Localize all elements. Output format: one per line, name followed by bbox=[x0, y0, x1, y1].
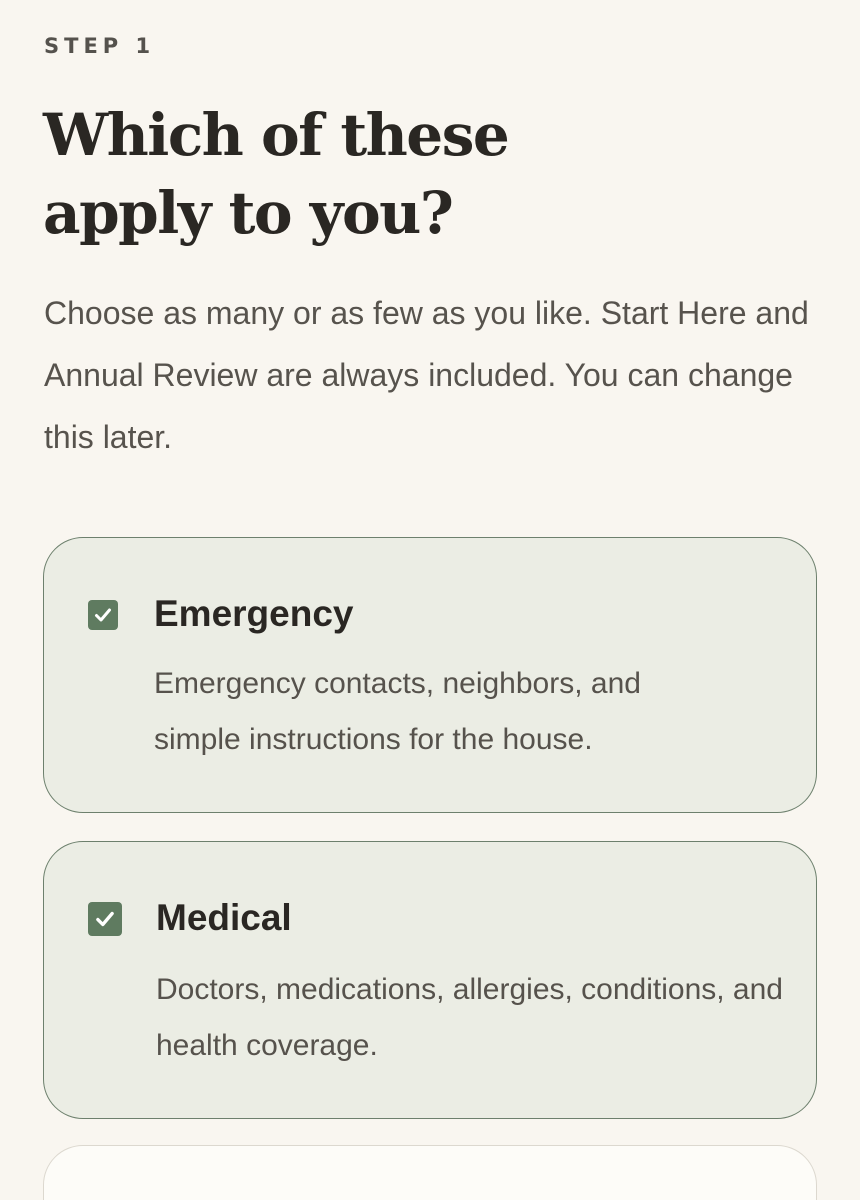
option-description: Doctors, medications, allergies, conditions, and health coverage. bbox=[156, 973, 783, 1062]
checkmark-icon bbox=[94, 908, 116, 930]
step-label: STEP 1 bbox=[44, 34, 156, 58]
page-description: Choose as many or as few as you like. Start Here and Annual Review are always included. You can change this later. bbox=[44, 295, 809, 455]
medical-checkbox[interactable] bbox=[88, 902, 122, 936]
option-description: Emergency contacts, neighbors, and simple instructions for the house. bbox=[154, 667, 641, 756]
page-title: Which of these apply to you? bbox=[43, 101, 509, 247]
emergency-checkbox[interactable] bbox=[88, 600, 118, 630]
option-card-emergency[interactable] bbox=[43, 537, 817, 813]
option-card-partial[interactable] bbox=[43, 1145, 817, 1200]
option-title: Medical bbox=[156, 897, 292, 938]
option-card-medical[interactable] bbox=[43, 841, 817, 1119]
checkmark-icon bbox=[93, 605, 113, 625]
option-title: Emergency bbox=[154, 593, 354, 634]
